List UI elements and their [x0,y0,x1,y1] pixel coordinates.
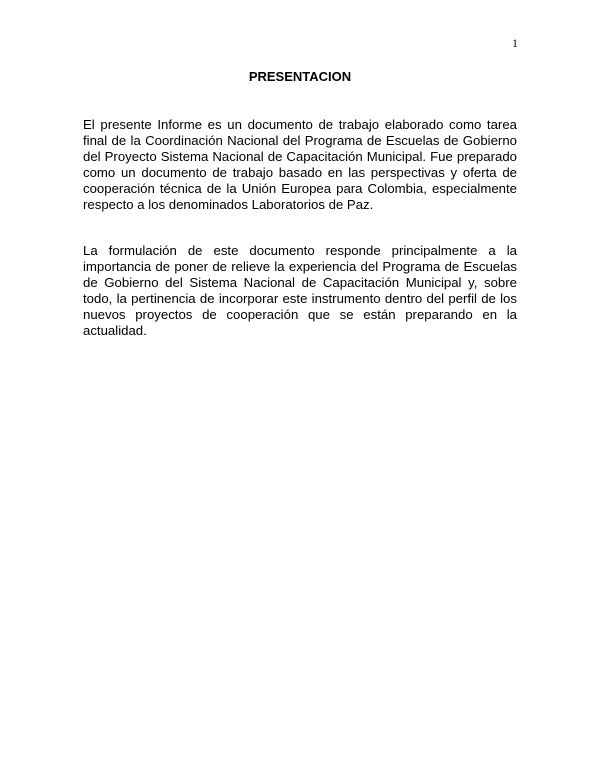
page-number: 1 [512,36,518,50]
paragraph-formulation: La formulación de este documento responde principalmente a la importancia de poner de relieve la experiencia del Programa de Escuelas de Gobierno del Sistema Nacional de Capacitación Municipal y, sobre todo, la pertinencia de incorporar este instrumento dentro del perfil de los nuevos proyectos de cooperación que se están preparando en la actualidad. [83,243,517,338]
page-title: PRESENTACION [248,69,352,84]
paragraph-intro: El presente Informe es un documento de trabajo elaborado como tarea final de la Coordinación Nacional del Programa de Escuelas de Gobierno del Proyecto Sistema Nacional de Capacitación Municipal. Fue preparado como un documento de trabajo basado en las perspectivas y oferta de cooperación técnica de la Unión Europea para Colombia, especialmente respecto a los denominados Laboratorios de Paz. [83,117,517,212]
